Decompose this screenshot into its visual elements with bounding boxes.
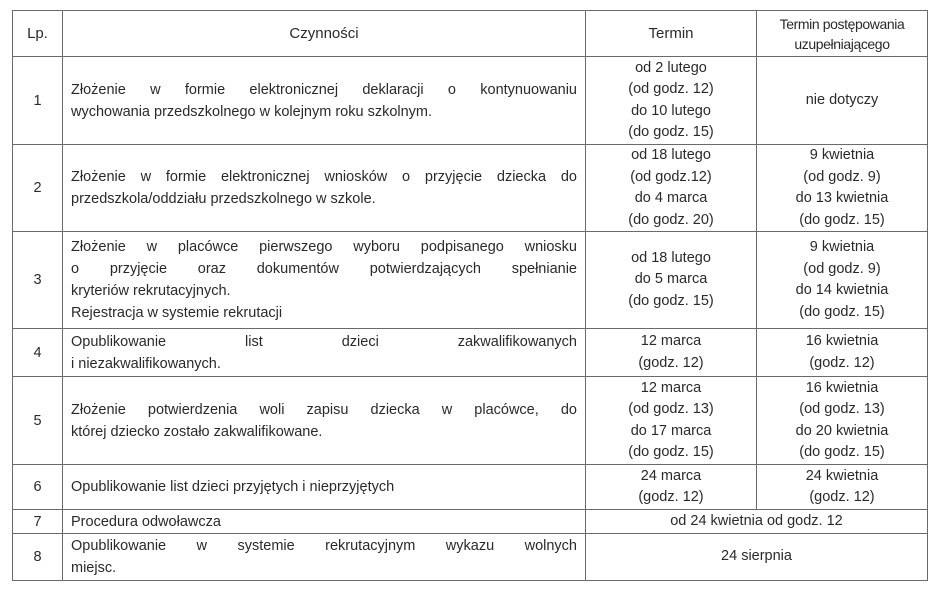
supplementary-term-line: do 14 kwietnia bbox=[795, 282, 889, 298]
row-number: 4 bbox=[13, 329, 63, 377]
term-line: (godz. 12) bbox=[638, 354, 704, 371]
activity-line: przedszkola/oddziału przedszkolnego w szkole. bbox=[71, 191, 376, 207]
supplementary-term-line: 16 kwietnia bbox=[805, 379, 879, 396]
term-line: (do godz. 20) bbox=[628, 211, 714, 228]
activity-line: miejsc. bbox=[71, 560, 117, 576]
table-row bbox=[13, 510, 928, 534]
row-number: 5 bbox=[13, 377, 63, 465]
term-cell bbox=[586, 377, 757, 465]
activity-line: Opublikowanie list dzieci zakwalifikowanych bbox=[71, 333, 577, 350]
term-line: od 18 lutego bbox=[631, 249, 711, 266]
table-header-row bbox=[13, 11, 928, 57]
term-line: (od godz. 13) bbox=[628, 401, 714, 417]
supplementary-term-line: (od godz. 9) bbox=[803, 168, 881, 185]
table-row bbox=[13, 329, 928, 377]
activity-cell bbox=[63, 465, 586, 510]
supplementary-term-cell bbox=[757, 329, 928, 377]
supplementary-term-line: (godz. 12) bbox=[809, 489, 875, 505]
activity-line: kryteriów rekrutacyjnych. bbox=[71, 283, 231, 299]
activity-line: której dziecko zostało zakwalifikowane. bbox=[71, 423, 323, 440]
header-activity: Czynności bbox=[63, 11, 586, 57]
supplementary-term-line: 9 kwietnia bbox=[809, 239, 875, 255]
row-number: 6 bbox=[13, 465, 63, 510]
term-line: (od godz.12) bbox=[630, 168, 712, 185]
term-line: 24 marca bbox=[640, 467, 702, 484]
supplementary-term-line: (od godz. 9) bbox=[803, 260, 881, 277]
table-row bbox=[13, 232, 928, 329]
activity-cell bbox=[63, 377, 586, 465]
supplementary-term-cell bbox=[757, 57, 928, 145]
supplementary-term-line: nie dotyczy bbox=[805, 91, 879, 108]
activity-cell bbox=[63, 232, 586, 329]
row-number: 8 bbox=[13, 534, 63, 581]
supplementary-term-line: (od godz. 13) bbox=[799, 401, 885, 417]
term-line: do 4 marca bbox=[634, 190, 708, 206]
header-supplementary-term bbox=[757, 11, 928, 57]
activity-line: Opublikowanie w systemie rekrutacyjnym wykazu wolnych bbox=[71, 538, 577, 554]
supplementary-term-line: 24 kwietnia bbox=[805, 467, 879, 484]
merged-term-cell: 24 sierpnia bbox=[586, 534, 928, 581]
activity-line: i niezakwalifikowanych. bbox=[71, 355, 221, 372]
activity-cell bbox=[63, 534, 586, 581]
supplementary-term-line: (do godz. 15) bbox=[799, 444, 885, 460]
term-cell bbox=[586, 329, 757, 377]
activity-line: Złożenie potwierdzenia woli zapisu dziecka w placówce, do bbox=[71, 401, 577, 418]
supplementary-term-line: 16 kwietnia bbox=[805, 333, 879, 349]
term-cell bbox=[586, 232, 757, 329]
term-cell bbox=[586, 57, 757, 145]
supplementary-term-line: do 13 kwietnia bbox=[795, 190, 889, 206]
activity-line: Rejestracja w systemie rekrutacji bbox=[71, 305, 283, 321]
table-row bbox=[13, 145, 928, 232]
recruitment-schedule-table bbox=[12, 10, 928, 581]
supplementary-term-cell bbox=[757, 145, 928, 232]
term-line: do 10 lutego bbox=[631, 102, 711, 119]
activity-cell bbox=[63, 329, 586, 377]
supplementary-term-line: (do godz. 15) bbox=[799, 211, 885, 228]
activity-line: Złożenie w formie elektronicznej deklaracji o kontynuowaniu bbox=[71, 81, 577, 98]
header-supplementary-term-line: Termin postępowania bbox=[779, 15, 905, 32]
term-line: 12 marca bbox=[640, 333, 702, 349]
supplementary-term-line: (do godz. 15) bbox=[799, 303, 885, 320]
row-number: 1 bbox=[13, 57, 63, 145]
row-number: 7 bbox=[13, 510, 63, 534]
supplementary-term-line: 9 kwietnia bbox=[809, 147, 875, 163]
term-line: (do godz. 15) bbox=[628, 292, 714, 309]
term-cell bbox=[586, 465, 757, 510]
term-line: (do godz. 15) bbox=[628, 444, 714, 460]
term-line: (od godz. 12) bbox=[628, 81, 714, 97]
row-number: 3 bbox=[13, 232, 63, 329]
supplementary-term-line: do 20 kwietnia bbox=[795, 422, 889, 439]
term-line: (godz. 12) bbox=[638, 489, 704, 505]
activity-line: o przyjęcie oraz dokumentów potwierdzających spełnianie bbox=[71, 261, 577, 277]
activity-line: Opublikowanie list dzieci przyjętych i nieprzyjętych bbox=[71, 479, 395, 495]
activity-line: wychowania przedszkolnego w kolejnym roku szkolnym. bbox=[71, 103, 433, 120]
header-term: Termin bbox=[586, 11, 757, 57]
supplementary-term-line: (godz. 12) bbox=[809, 354, 875, 371]
merged-term-cell: od 24 kwietnia od godz. 12 bbox=[586, 510, 928, 534]
table-row bbox=[13, 57, 928, 145]
term-line: do 17 marca bbox=[630, 422, 712, 439]
table-row bbox=[13, 465, 928, 510]
term-line: 12 marca bbox=[640, 379, 702, 396]
activity-cell bbox=[63, 510, 586, 534]
term-line: od 2 lutego bbox=[635, 59, 707, 76]
supplementary-term-cell bbox=[757, 377, 928, 465]
term-line: (do godz. 15) bbox=[628, 124, 714, 140]
supplementary-term-cell bbox=[757, 232, 928, 329]
activity-line: Procedura odwoławcza bbox=[71, 513, 221, 530]
term-line: do 5 marca bbox=[634, 271, 708, 288]
activity-cell bbox=[63, 57, 586, 145]
activity-cell bbox=[63, 145, 586, 232]
term-cell bbox=[586, 145, 757, 232]
header-supplementary-term-line: uzupełniającego bbox=[794, 35, 890, 52]
activity-line: Złożenie w formie elektronicznej wniosków o przyjęcie dziecka do bbox=[71, 169, 577, 185]
activity-line: Złożenie w placówce pierwszego wyboru podpisanego wniosku bbox=[71, 239, 577, 255]
row-number: 2 bbox=[13, 145, 63, 232]
term-line: od 18 lutego bbox=[631, 147, 711, 163]
table-row bbox=[13, 534, 928, 581]
supplementary-term-cell bbox=[757, 465, 928, 510]
table-row bbox=[13, 377, 928, 465]
header-lp: Lp. bbox=[13, 11, 63, 57]
